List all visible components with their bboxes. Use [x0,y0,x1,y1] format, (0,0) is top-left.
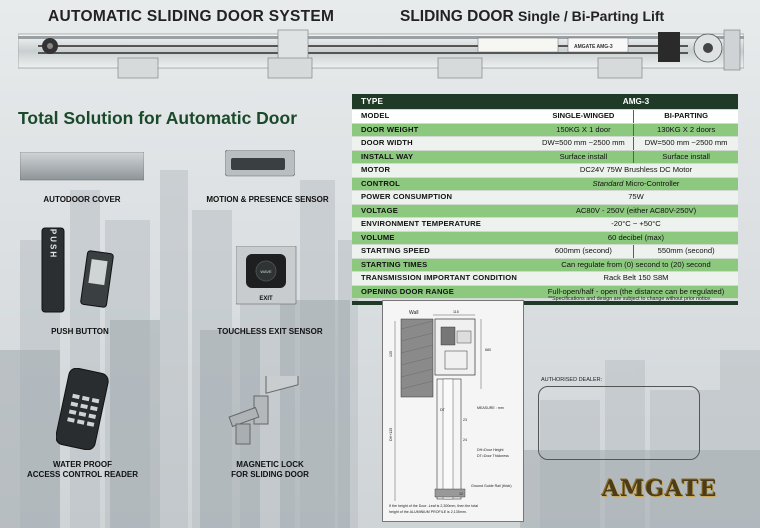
drawing-top-dim: 115 [453,310,459,314]
push-button-image [40,226,116,316]
solution-title: Total Solution for Automatic Door [18,108,298,128]
product-label-motion-sensor: MOTION & PRESENCE SENSOR [206,195,329,204]
spec-row-label: OPENING DOOR RANGE [361,286,455,296]
spec-row-single: Surface install [559,151,608,161]
exit-sensor-bottom-text: EXIT [259,296,273,302]
header-title-left: AUTOMATIC SLIDING DOOR SYSTEM [48,8,335,25]
spec-row-value: 75W [628,192,644,201]
spec-note: **Specifications and design are subject to change without prior notice. [548,296,712,302]
autodoor-cover-image [20,152,144,182]
drawing-measure: MEASURE : mm [477,406,504,410]
spec-row-label: CONTROL [361,178,400,188]
spec-model-single: SINGLE-WINGED [552,111,615,120]
drawing-dim-dt: DT [440,408,445,412]
dealer-box [538,386,700,460]
motion-sensor-image [225,150,295,178]
drawing-dim-12: 12 [459,492,463,496]
spec-row-single: 600mm (second) [554,246,612,255]
spec-row-value: Can regulate from (0) second to (20) second [561,259,711,269]
spec-row [352,178,738,192]
spec-row-value: -20°C ~ +50°C [611,219,661,228]
rail-brand-text: AMGATE AMG-3 [574,44,613,50]
spec-row-label: POWER CONSUMPTION [361,192,453,201]
header-sliding-door: SLIDING DOOR [400,8,514,25]
spec-model-row [352,110,738,124]
product-label-push-button: PUSH BUTTON [51,327,109,336]
spec-row-label: STARTING TIMES [361,259,428,269]
spec-row-label: INSTALL WAY [361,151,414,161]
spec-row-value: AC80V - 250V (either AC80V-250V) [575,205,697,215]
spec-row [352,218,738,232]
spec-row-value [534,178,738,191]
magnetic-lock-image [226,376,306,448]
spec-type-row [352,94,738,110]
spec-row-label: DOOR WIDTH [361,138,413,147]
spec-row [352,164,738,178]
spec-row-label: ENVIRONMENT TEMPERATURE [361,219,482,228]
spec-model-bi: BI-PARTING [633,110,738,123]
spec-row-value: 60 decibel (max) [607,232,665,242]
spec-row [352,272,738,286]
spec-row-label: DOOR WEIGHT [361,124,419,134]
specification-table [352,94,738,305]
spec-row-value-text: Micro-Controller [623,178,680,188]
drawing-right-dim: 680 [485,348,491,352]
amgate-logo: AMGATE [602,476,718,502]
product-label-touchless-exit: TOUCHLESS EXIT SENSOR [217,327,323,336]
spec-model-label: MODEL [361,111,390,120]
door-operator-rail-image [18,28,744,86]
spec-row-single: 150KG X 1 door [556,124,611,134]
product-label-access-reader-line1: WATER PROOF [53,460,112,469]
product-label-access-reader [20,460,145,480]
header-subtitle: Single / Bi-Parting Lift [517,8,665,24]
access-control-reader-image [56,368,110,450]
drawing-dim-23: 23 [463,418,467,422]
spec-rows [352,124,738,300]
drawing-footnote1: If the height of the Door -Leaf is 2,300mm, then the total [389,504,479,508]
spec-row-value-prefix: Standard [592,178,624,188]
product-label-magnetic-lock-line1: MAGNETIC LOCK [236,460,304,469]
drawing-dim-24: 24 [463,438,467,442]
spec-row [352,245,738,259]
spec-row-value: Rack Belt 150 S8M [603,273,669,282]
drawing-ground-label: Ground Guide Rail (thick) [471,484,512,488]
spec-row [352,191,738,205]
product-label-autodoor-cover: AUTODOOR COVER [43,195,121,204]
product-label-access-reader-line2: ACCESS CONTROL READER [27,470,138,479]
spec-row-bi: 550mm (second) [633,245,738,258]
installation-drawing [382,300,524,522]
spec-row-bi: DW=500 mm ~2500 mm [633,137,738,150]
drawing-footnote2: height of the ALUMINIUM PROFILE is 2,135mm. [389,510,467,514]
spec-row [352,151,738,165]
spec-row-label: VOLTAGE [361,205,398,215]
spec-row-value: Full-open/half - open (the distance can be regulated) [547,286,725,296]
spec-type-label: TYPE [361,97,384,106]
exit-sensor-top-text: WAVE [260,269,272,274]
drawing-legend1: DH=Door Height [477,448,504,452]
spec-row [352,137,738,151]
spec-row-label: TRANSMISSION IMPORTANT CONDITION [361,273,518,282]
header-title-right [400,8,664,26]
spec-row-bi: 130KG X 2 doors [633,124,738,137]
spec-row [352,259,738,273]
spec-type-value: AMG-3 [622,97,650,106]
spec-row-label: VOLUME [361,232,395,242]
push-button-text: PUSH [48,228,58,260]
spec-row-value: DC24V 75W Brushless DC Motor [579,165,693,174]
drawing-left-dim2: DH+135 [389,427,393,441]
touchless-exit-sensor-image [236,246,298,306]
dealer-label: AUTHORISED DEALER: [541,377,603,383]
drawing-legend2: DT=Door Thickness [477,454,509,458]
spec-row-label: MOTOR [361,165,391,174]
drawing-wall-label: Wall [409,310,419,316]
spec-row [352,124,738,138]
spec-row-bi: Surface install [633,151,738,164]
spec-row [352,232,738,246]
drawing-left-dim1: 135 [389,351,393,357]
product-label-magnetic-lock-line2: FOR SLIDING DOOR [231,470,309,479]
product-label-magnetic-lock [215,460,325,480]
spec-row [352,205,738,219]
spec-row-label: STARTING SPEED [361,246,430,255]
spec-row-single: DW=500 mm ~2500 mm [542,138,625,147]
